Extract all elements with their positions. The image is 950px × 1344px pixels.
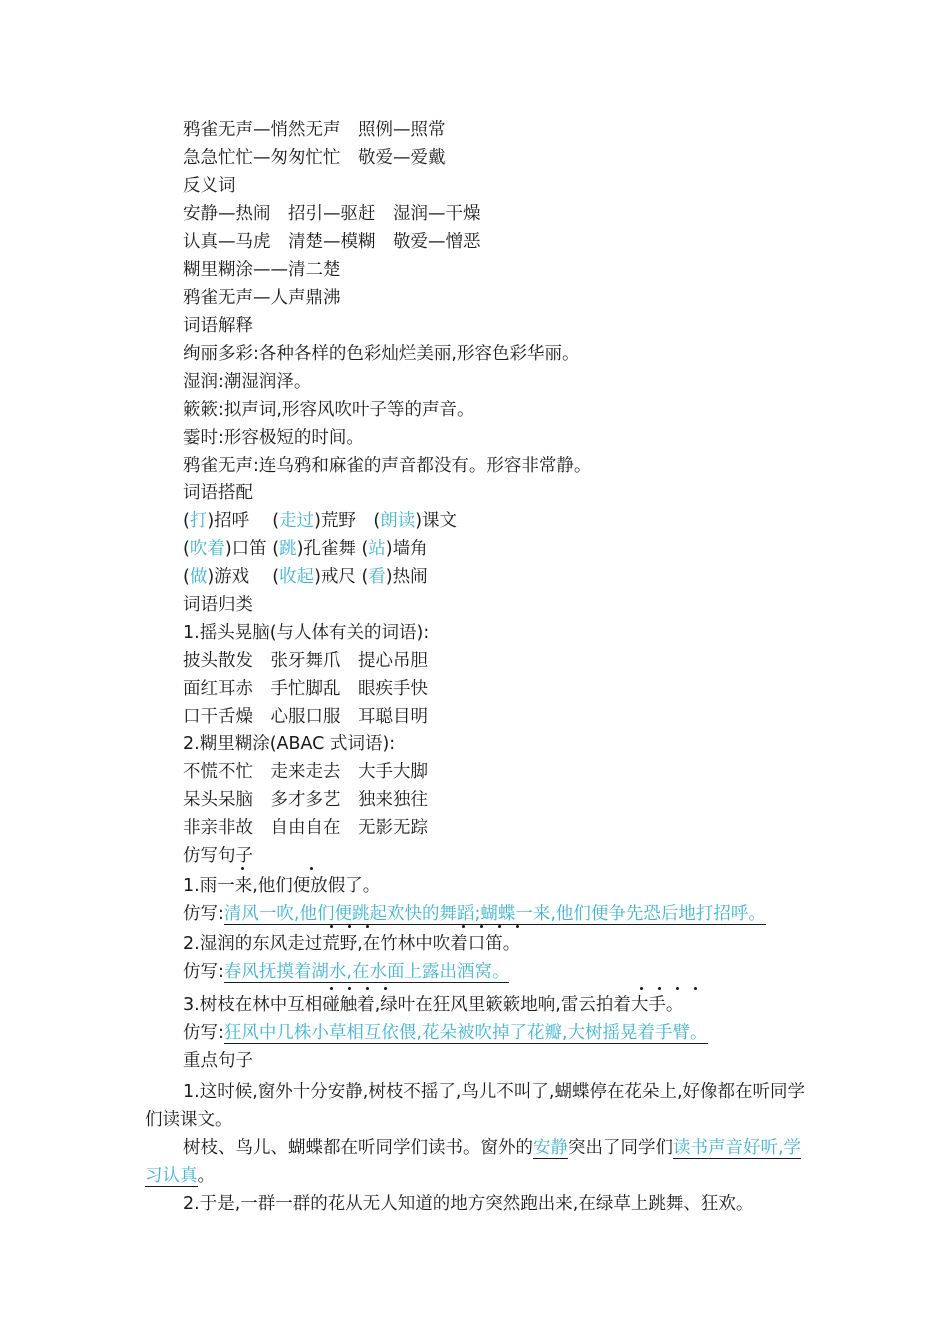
explanation-item: 簌簌:拟声词,形容风吹叶子等的声音。 — [183, 400, 475, 420]
explanation-item: 霎时:形容极短的时间。 — [183, 428, 364, 448]
key-sentence-1-note: 树枝、鸟儿、蝴蝶都在听同学们读书。窗外的安静突出了同学们读书声音好听,学习认真。 — [145, 1138, 802, 1186]
matching-answer: 做 — [189, 567, 208, 587]
classify-1-title: 1.摇头晃脑(与人体有关的词语): — [183, 623, 430, 643]
classify-2-line: 呆头呆脑 多才多艺 独来独往 — [183, 790, 428, 810]
explanation-item: 湿润:潮湿润泽。 — [183, 372, 312, 392]
explanation-item: 鸦雀无声:连乌鸦和麻雀的声音都没有。形容非常静。 — [183, 456, 592, 476]
matching-answer: 走过 — [279, 511, 315, 531]
imitate-answer-text: 清风一吹,他们便跳起欢快的舞蹈;蝴蝶一来,他们便争先恐后地打招呼。 — [223, 904, 766, 924]
imitate-answer-3: 仿写:狂风中几株小草相互依偎,花朵被吹掉了花瓣,大树摇晃着手臂。 — [183, 1023, 708, 1043]
imitate-sentence-2: 2.湿润的东风走过荒野,在竹林中吹着口笛。 — [183, 934, 521, 954]
emphasis-dot — [384, 987, 387, 990]
imitate-answer-text: 春风抚摸着湖水,在水面上露出酒窝。 — [223, 962, 510, 982]
matching-answer: 打 — [189, 511, 208, 531]
classify-2-line: 非亲非故 自由自在 无影无踪 — [183, 818, 428, 838]
matching-answer: 看 — [368, 567, 386, 587]
imitate-heading: 仿写句子 — [183, 846, 253, 866]
antonym-line-2: 认真—马虎 清楚—模糊 敬爱—憎恶 — [183, 232, 481, 252]
classify-1-line: 口干舌燥 心服口服 耳聪目明 — [183, 707, 428, 727]
classify-heading: 词语归类 — [183, 595, 253, 615]
emphasis-dot — [462, 925, 465, 928]
emphasis-dot — [241, 867, 244, 870]
matching-answer: 跳 — [279, 539, 297, 559]
emphasis-dot — [366, 925, 369, 928]
synonym-line-1: 鸦雀无声—悄然无声 照例—照常 — [183, 120, 446, 140]
imitate-sentence-3: 3.树枝在林中互相碰触着,绿叶在狂风里簌簌地响,雷云拍着大手。 — [183, 995, 684, 1015]
matching-answer: 站 — [368, 539, 386, 559]
key-sentence-1: 1.这时候,窗外十分安静,树枝不摇了,鸟儿不叫了,蝴蝶停在花朵上,好像都在听同学们读课文。 — [145, 1082, 806, 1130]
imitate-answer-text: 狂风中几株小草相互依偎,花朵被吹掉了花瓣,大树摇晃着手臂。 — [223, 1023, 708, 1043]
note-blank-1: 安静 — [533, 1138, 568, 1158]
classify-1-line: 披头散发 张牙舞爪 提心吊胆 — [183, 651, 428, 671]
emphasis-dot — [480, 925, 483, 928]
matching-row-1: (打)招呼 (走过)荒野 (朗读)课文 — [183, 511, 458, 531]
emphasis-dot — [516, 925, 519, 928]
matching-answer: 吹着 — [189, 539, 225, 559]
matching-heading: 词语搭配 — [183, 483, 253, 503]
emphasis-dot — [658, 987, 661, 990]
antonym-line-3: 糊里糊涂——清二楚 — [183, 260, 341, 280]
emphasis-dot — [676, 987, 679, 990]
imitate-sentence-1: 1.雨一来,他们便放假了。 — [183, 876, 381, 896]
emphasis-dot — [366, 987, 369, 990]
emphasis-dot — [694, 987, 697, 990]
matching-row-3: (做)游戏 (收起)戒尺 (看)热闹 — [183, 567, 428, 587]
explanation-item: 绚丽多彩:各种各样的色彩灿烂美丽,形容色彩华丽。 — [183, 344, 580, 364]
classify-2-line: 不慌不忙 走来走去 大手大脚 — [183, 762, 428, 782]
emphasis-dot — [640, 987, 643, 990]
emphasis-dot — [330, 925, 333, 928]
matching-answer: 收起 — [279, 567, 315, 587]
key-sentences-heading: 重点句子 — [183, 1051, 253, 1071]
emphasis-dot — [348, 925, 351, 928]
classify-2-title: 2.糊里糊涂(ABAC 式词语): — [183, 734, 396, 754]
key-sentence-2: 2.于是,一群一群的花从无人知道的地方突然跑出来,在绿草上跳舞、狂欢。 — [183, 1194, 754, 1214]
explanations-heading: 词语解释 — [183, 316, 253, 336]
emphasis-dot — [498, 925, 501, 928]
synonym-line-2: 急急忙忙—匆匆忙忙 敬爱—爱戴 — [183, 148, 446, 168]
antonym-line-1: 安静—热闹 招引—驱赶 湿润—干燥 — [183, 204, 481, 224]
emphasis-dot — [310, 867, 313, 870]
imitate-answer-1: 仿写:清风一吹,他们便跳起欢快的舞蹈;蝴蝶一来,他们便争先恐后地打招呼。 — [183, 904, 766, 924]
classify-1-line: 面红耳赤 手忙脚乱 眼疾手快 — [183, 679, 428, 699]
note-blank-2: 读书声音好听,学习认真 — [145, 1138, 802, 1186]
emphasis-dot — [330, 987, 333, 990]
imitate-answer-2: 仿写:春风抚摸着湖水,在水面上露出酒窝。 — [183, 962, 510, 982]
antonyms-heading: 反义词 — [183, 176, 236, 196]
matching-answer: 朗读 — [380, 511, 416, 531]
emphasis-dot — [348, 987, 351, 990]
antonym-line-4: 鸦雀无声—人声鼎沸 — [183, 288, 341, 308]
matching-row-2: (吹着)口笛 (跳)孔雀舞 (站)墙角 — [183, 539, 428, 559]
